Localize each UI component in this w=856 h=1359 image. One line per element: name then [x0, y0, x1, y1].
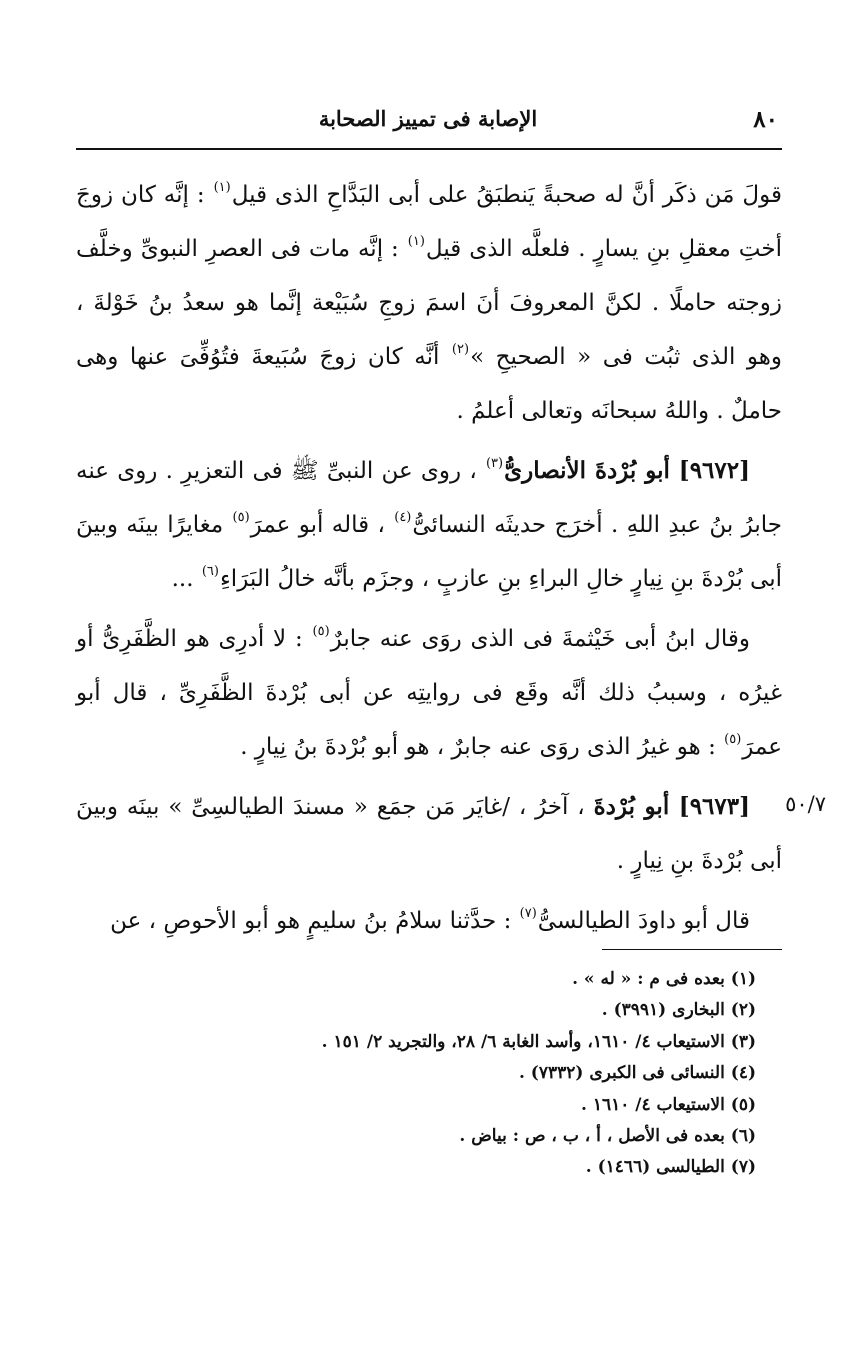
footnote-4: (٤) النسائى فى الكبرى (٧٣٣٢) . — [518, 1063, 756, 1084]
page-header — [78, 102, 778, 142]
text-run: قال أبو داودَ الطيالسىُّ — [537, 908, 750, 934]
entry-name: أبو بُرْدةَ الأنصارىُّ — [504, 457, 679, 484]
footnote-6: (٦) بعده فى الأصل ، أ ، ب ، ص : بياض . — [459, 1126, 756, 1147]
text-run: : حدَّثنا سلامُ بنُ سليمٍ هو أبو الأحوصِ ، عن — [110, 908, 519, 934]
footnote-marker[interactable]: (٥) — [312, 624, 330, 639]
footnote-3: (٣) الاستيعاب ٤/ ١٦١٠، وأسد الغابة ٦/ ٢٨، والتجريد ٢/ ١٥١ . — [321, 1031, 756, 1052]
margin-reference: ٥٠/٧ — [785, 792, 826, 816]
footnotes — [120, 964, 756, 1184]
footnote-7: (٧) الطيالسى (١٤٦٦) . — [585, 1157, 756, 1178]
text-run: : إنَّه مات فى العصرِ النبوىِّ وخلَّف زوجته حاملًا . لكنَّ المعروفَ أنَ اسمَ زوجِ سُبَيْعة إنَّما هو سعدُ بنُ خَوْلةَ ، وهو الذى ثبُت فى « الصحيحِ » — [76, 236, 782, 370]
text-run: : هو غيرُ الذى روَى عنه جابرٌ ، هو أبو بُرْدةَ بنُ نِيارٍ . — [240, 734, 724, 760]
footnote-marker[interactable]: (٥) — [724, 732, 742, 747]
entry-9672 — [76, 444, 782, 606]
text-run: ، قاله أبو عمرَ — [250, 512, 394, 538]
text-run: : لا أدرِى هو الظَّفَرِىُّ أو غيرُه ، وسببُ ذلك أنَّه وقَع فى روايتِه عن أبى بُرْدةَ الظَّفَرِىِّ ، قال أبو عمرَ — [76, 626, 782, 760]
footnote-marker[interactable]: (١) — [213, 180, 231, 195]
footnote-marker[interactable]: (١) — [407, 234, 425, 249]
page-number: ٨٠ — [753, 106, 778, 133]
footnote-marker[interactable]: (٤) — [394, 510, 412, 525]
footnote-2: (٢) البخارى (٣٩٩١) . — [601, 1000, 756, 1021]
header-rule — [76, 148, 782, 150]
footnote-marker[interactable]: (٧) — [519, 906, 537, 921]
paragraph-1 — [76, 168, 782, 438]
paragraph-3 — [76, 612, 782, 774]
text-run: : إنَّه كان زوجَ أختِ معقلِ بنِ يسارٍ . فلعلَّه الذى قيل — [76, 182, 782, 262]
entry-number: [٩٦٧٣] — [678, 793, 750, 820]
footnote-marker[interactable]: (٢) — [451, 342, 470, 357]
footnote-1: (١) بعده فى م : « له » . — [572, 969, 756, 989]
text-run: ، آخرُ ، /غايَر مَن جمَع « مسندَ الطيالسِىِّ » بينَه وبينَ أبى بُرْدةَ بنِ نِيارٍ . — [76, 794, 782, 874]
running-title: الإصابة فى تمييز الصحابة — [318, 106, 538, 131]
paragraph-5 — [76, 894, 782, 948]
footnote-marker[interactable]: (٦) — [201, 564, 219, 579]
text-run: ، روى عن النبىِّ ﷺ فى التعزيرِ . روى عنه جابرُ بنُ عبدِ اللهِ . أخرَج حديثَه النسائىُّ — [76, 458, 782, 538]
entry-name: أبو بُرْدةَ — [593, 793, 679, 820]
text-run: ... — [171, 566, 201, 592]
footnote-marker[interactable]: (٥) — [232, 510, 250, 525]
text-run: أنَّه كان زوجَ سُبَيعةَ فتُوُفِّىَ عنها وهى حاملٌ . واللهُ سبحانَه وتعالى أعلمُ . — [76, 344, 782, 424]
text-run: قولَ مَن ذكَر أنَّ له صحبةً يَنطبَقُ على أبى البَدَّاحِ الذى قيل — [231, 182, 782, 208]
text-run: وقال ابنُ أبى خَيْثمةَ فى الذى روَى عنه جابرٌ — [330, 626, 750, 652]
text-run: مغايرًا بينَه وبينَ أبى بُرْدةَ بنِ نِيارٍ خالِ البراءِ بنِ عازبٍ ، وجزَم بأنَّه خالُ البَرَاءِ — [76, 512, 782, 592]
footnote-5: (٥) الاستيعاب ٤/ ١٦١٠ . — [580, 1094, 756, 1115]
entry-number: [٩٦٧٢] — [678, 457, 750, 484]
main-text — [76, 168, 782, 948]
footnote-marker[interactable]: (٣) — [485, 456, 504, 471]
footnote-rule — [602, 949, 782, 950]
entry-9673 — [76, 780, 782, 888]
